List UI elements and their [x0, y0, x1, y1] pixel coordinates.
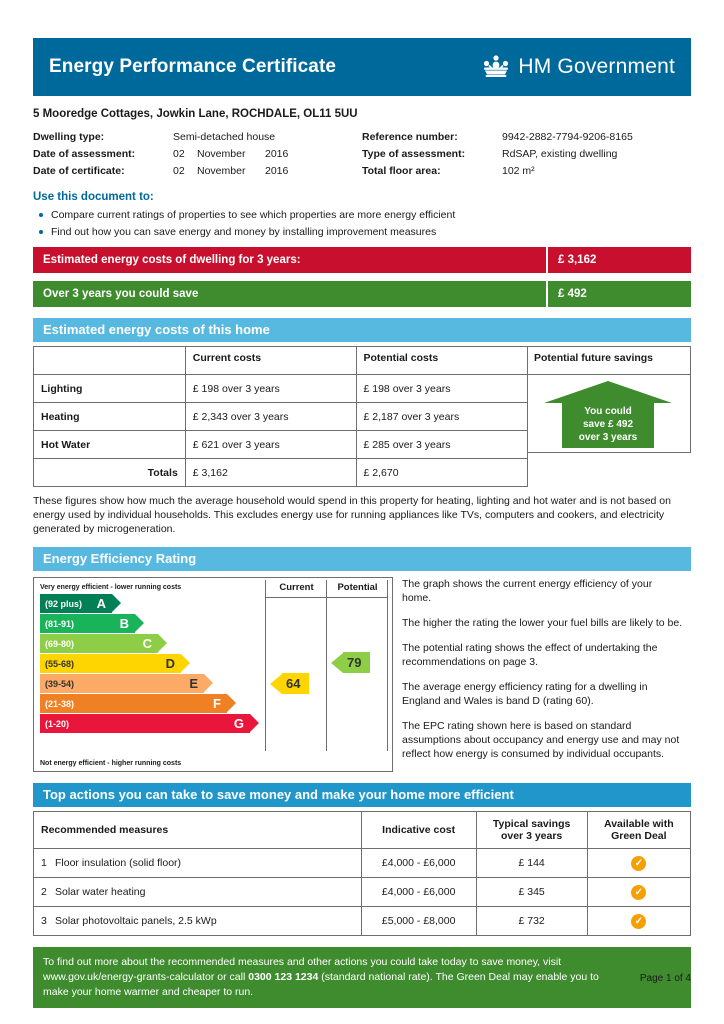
certificate-year: 2016 — [265, 165, 289, 177]
band-row — [40, 674, 386, 693]
measure-number: 2 — [41, 886, 47, 898]
list-item: Find out how you can save energy and money by installing improvement measures — [33, 225, 691, 239]
table-row-totals — [34, 459, 528, 487]
band-row — [40, 694, 386, 713]
measure-savings: £ 345 — [476, 878, 587, 907]
actions-header-cost: Indicative cost — [361, 812, 476, 849]
measure-label: Solar photovoltaic panels, 2.5 kWp — [55, 915, 217, 927]
table-row — [34, 431, 528, 459]
band-range: (69-80) — [45, 638, 75, 649]
green-note-line1: To find out more about the recommended measures and other actions you could take today to save money, visit — [43, 956, 562, 968]
actions-header-green-deal — [587, 812, 690, 849]
assessment-month: November — [197, 148, 246, 160]
measure-number: 1 — [41, 857, 47, 869]
green-note-line2-tail: (standard national rate). The Green Deal may enable you to — [318, 971, 599, 983]
eer-paragraph: The higher the rating the lower your fuel bills are likely to be. — [402, 617, 683, 629]
actions-section-title: Top actions you can take to save money and make your home more efficient — [33, 783, 691, 807]
meta-column-left — [33, 130, 362, 181]
costs-table-wrap — [33, 346, 691, 487]
meta-value: 102 m² — [502, 165, 535, 177]
eer-paragraph: The graph shows the current energy efficiency of your home. — [402, 578, 653, 604]
potential-rating-pointer — [331, 652, 370, 673]
measure-cost: £5,000 - £8,000 — [361, 907, 476, 936]
band-letter: F — [213, 696, 221, 711]
meta-row-date-of-assessment — [33, 147, 362, 161]
band-range: (92 plus) — [45, 598, 83, 609]
eer-graph — [33, 577, 393, 772]
potential-savings-bar — [33, 281, 691, 307]
band-row — [40, 594, 386, 613]
green-note-url: www.gov.uk/energy-grants-calculator or call — [43, 971, 249, 983]
meta-value: 9942-2882-7794-9206-8165 — [502, 131, 633, 143]
savings-arrow-line1: You could — [584, 406, 632, 417]
cost-row-name: Heating — [34, 403, 186, 431]
meta-row-date-of-certificate — [33, 164, 362, 178]
band-row — [40, 614, 386, 633]
cost-row-current: £ 621 over 3 years — [185, 431, 356, 459]
measure-savings: £ 732 — [476, 907, 587, 936]
assessment-day: 02 — [173, 148, 185, 160]
table-row — [34, 849, 691, 878]
measure-cost: £4,000 - £6,000 — [361, 849, 476, 878]
recommended-measures-table — [33, 811, 691, 936]
band-e — [40, 674, 204, 693]
cost-row-name: Lighting — [34, 375, 186, 403]
meta-value — [173, 164, 362, 178]
meta-label: Dwelling type: — [33, 131, 105, 143]
band-range: (81-91) — [45, 618, 75, 629]
future-savings-header: Potential future savings — [528, 347, 690, 375]
cost-row-potential: £ 198 over 3 years — [356, 375, 528, 403]
costs-table — [33, 346, 528, 487]
band-c — [40, 634, 158, 653]
potential-rating-value: 79 — [343, 652, 370, 673]
meta-label: Reference number: — [362, 131, 458, 143]
green-deal-cell — [587, 878, 690, 907]
band-letter: C — [142, 636, 152, 651]
cost-row-potential: £ 285 over 3 years — [356, 431, 528, 459]
page-header — [33, 38, 691, 96]
costs-note: These figures show how much the average household would spend in this property for heating, lighting and hot water and is not based on energy used by individual households. This excludes energy use for running appliances like TVs, computers and cookers, and electricity generated by microgeneration. — [33, 495, 671, 535]
meta-row-reference-number — [362, 130, 691, 144]
band-range: (21-38) — [45, 698, 75, 709]
estimated-costs-bar — [33, 247, 691, 273]
current-rating-pointer — [270, 673, 309, 694]
actions-header-green-deal-line2: Green Deal — [611, 830, 667, 842]
green-note-line2 — [43, 970, 681, 985]
savings-arrow-icon — [544, 381, 672, 447]
measure-cell — [34, 849, 362, 878]
property-address: 5 Mooredge Cottages, Jowkin Lane, ROCHDALE, OL11 5UU — [33, 108, 358, 120]
green-note-line3: make your home warmer and cheaper to run. — [43, 986, 254, 998]
eer-header-potential: Potential — [337, 582, 378, 593]
savings-arrow-line2: save £ 492 — [582, 419, 634, 430]
eer-top-label: Very energy efficient - lower running costs — [40, 584, 182, 591]
band-letter: E — [189, 676, 198, 691]
actions-header-savings-line2: over 3 years — [500, 830, 563, 842]
measure-cost: £4,000 - £6,000 — [361, 878, 476, 907]
meta-label: Date of assessment: — [33, 148, 136, 160]
measure-cell — [34, 878, 362, 907]
cost-row-current: £ 2,343 over 3 years — [185, 403, 356, 431]
eer-column-headers — [266, 582, 388, 593]
eer-paragraph: The average energy efficiency rating for a dwelling in England and Wales is band D (rating 60). — [402, 681, 648, 707]
actions-header-savings — [476, 812, 587, 849]
potential-savings-label: Over 3 years you could save — [43, 288, 199, 300]
measure-label: Solar water heating — [55, 886, 146, 898]
green-note-phone: 0300 123 1234 — [248, 971, 319, 983]
actions-header-green-deal-line1: Available with — [604, 818, 674, 830]
band-b — [40, 614, 135, 633]
meta-column-right — [362, 130, 691, 181]
eer-header-current: Current — [279, 582, 314, 593]
measure-savings: £ 144 — [476, 849, 587, 878]
meta-value: RdSAP, existing dwelling — [502, 148, 618, 160]
costs-header-blank — [34, 347, 186, 375]
meta-row-type-of-assessment — [362, 147, 691, 161]
certificate-meta — [33, 130, 691, 181]
meta-row-total-floor-area — [362, 164, 691, 178]
meta-label: Date of certificate: — [33, 165, 125, 177]
totals-potential: £ 2,670 — [356, 459, 528, 487]
band-row — [40, 634, 386, 653]
potential-savings-value: £ 492 — [546, 281, 691, 307]
costs-section-title: Estimated energy costs of this home — [33, 318, 691, 342]
tick-icon: ✓ — [631, 856, 646, 871]
use-document-list — [33, 208, 691, 239]
eer-section-title: Energy Efficiency Rating — [33, 547, 691, 571]
cost-row-potential: £ 2,187 over 3 years — [356, 403, 528, 431]
hm-government-logo — [481, 54, 675, 80]
green-deal-note — [33, 947, 691, 1008]
table-header-row — [34, 347, 528, 375]
crown-icon — [481, 54, 511, 80]
band-row — [40, 714, 386, 733]
band-a — [40, 594, 112, 613]
measure-number: 3 — [41, 915, 47, 927]
band-g — [40, 714, 250, 733]
hm-government-text: HM Government — [518, 55, 675, 78]
cost-row-current: £ 198 over 3 years — [185, 375, 356, 403]
page-number: Page 1 of 4 — [639, 973, 691, 984]
meta-label: Total floor area: — [362, 165, 441, 177]
tick-icon: ✓ — [631, 885, 646, 900]
savings-arrow-box — [528, 375, 690, 453]
cost-row-name: Hot Water — [34, 431, 186, 459]
table-row — [34, 907, 691, 936]
eer-paragraph: The potential rating shows the effect of undertaking the recommendations on page 3. — [402, 642, 658, 668]
meta-value: Semi-detached house — [173, 131, 276, 143]
savings-arrow-line3: over 3 years — [578, 432, 638, 443]
band-letter: B — [119, 616, 129, 631]
green-deal-cell — [587, 849, 690, 878]
band-letter: D — [165, 656, 175, 671]
tick-icon: ✓ — [631, 914, 646, 929]
certificate-month: November — [197, 165, 246, 177]
costs-header-current: Current costs — [185, 347, 356, 375]
totals-label: Totals — [34, 459, 186, 487]
eer-paragraph: The EPC rating shown here is based on standard assumptions about occupancy and energy use and may not reflect how energy is consumed by individual occupants. — [402, 720, 680, 760]
band-letter: G — [233, 716, 244, 731]
measure-cell — [34, 907, 362, 936]
band-letter: A — [96, 596, 106, 611]
totals-current: £ 3,162 — [185, 459, 356, 487]
list-item: Compare current ratings of properties to see which properties are more energy efficient — [33, 208, 691, 222]
estimated-costs-label: Estimated energy costs of dwelling for 3 years: — [43, 254, 301, 266]
band-d — [40, 654, 181, 673]
table-header-row — [34, 812, 691, 849]
eer-bottom-label: Not energy efficient - higher running costs — [40, 760, 182, 767]
actions-header-savings-line1: Typical savings — [492, 818, 571, 830]
meta-value — [173, 147, 362, 161]
meta-row-dwelling-type — [33, 130, 362, 144]
green-deal-cell — [587, 907, 690, 936]
band-range: (1-20) — [45, 718, 70, 729]
actions-header-measures: Recommended measures — [34, 812, 362, 849]
future-savings-column — [528, 346, 691, 453]
band-range: (39-54) — [45, 678, 75, 689]
measure-label: Floor insulation (solid floor) — [55, 857, 182, 869]
table-row — [34, 375, 528, 403]
use-document-title: Use this document to: — [33, 191, 154, 203]
band-range: (55-68) — [45, 658, 75, 669]
current-rating-value: 64 — [282, 673, 309, 694]
meta-label: Type of assessment: — [362, 148, 466, 160]
certificate-day: 02 — [173, 165, 185, 177]
assessment-year: 2016 — [265, 148, 289, 160]
band-f — [40, 694, 227, 713]
costs-header-potential: Potential costs — [356, 347, 528, 375]
table-row — [34, 403, 528, 431]
eer-wrap — [33, 577, 691, 772]
page-title: Energy Performance Certificate — [49, 56, 337, 77]
eer-description — [393, 577, 683, 772]
estimated-costs-value: £ 3,162 — [546, 247, 691, 273]
table-row — [34, 878, 691, 907]
